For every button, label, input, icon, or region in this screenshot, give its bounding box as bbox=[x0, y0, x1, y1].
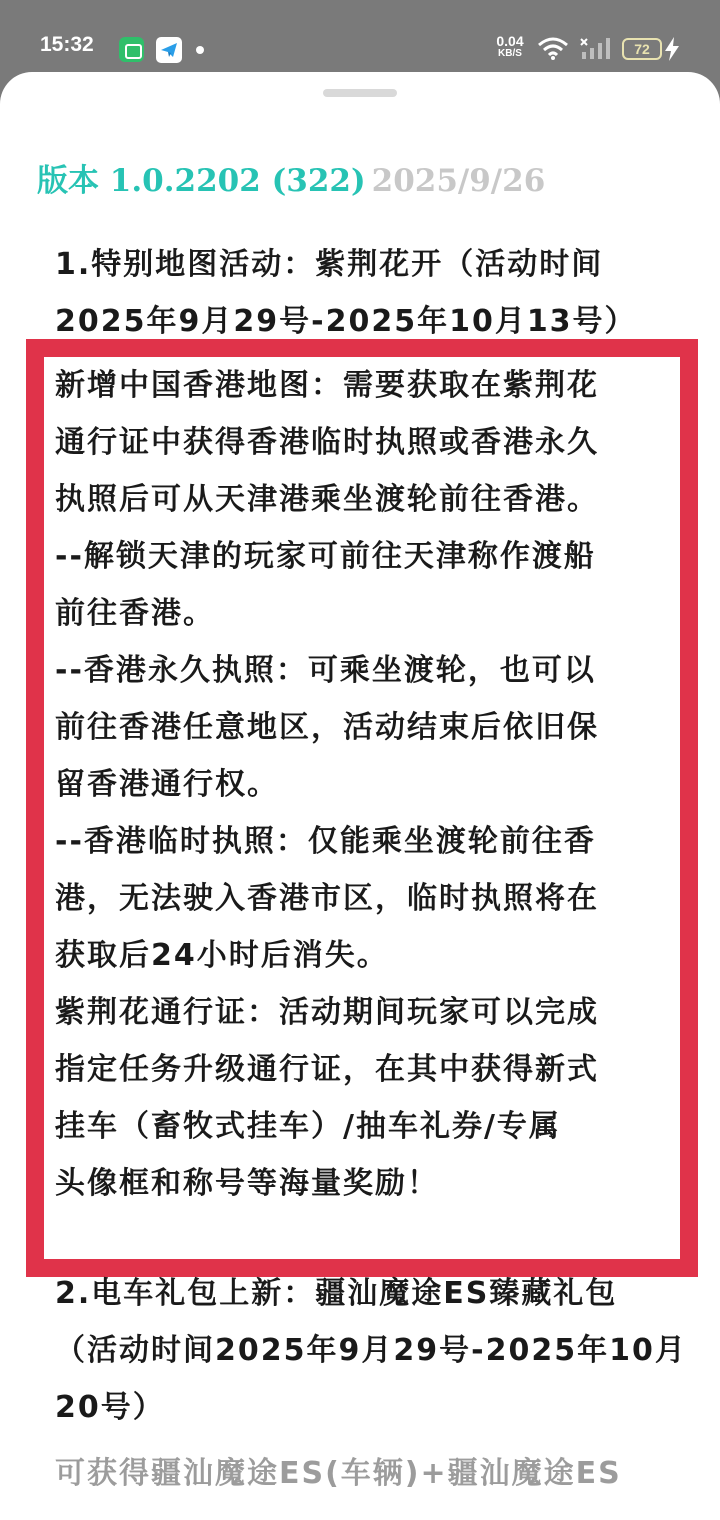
changelog-item-2 bbox=[55, 1265, 687, 1436]
highlight-line: 紫荆花通行证：活动期间玩家可以完成 bbox=[55, 995, 599, 1030]
highlight-line: 留香港通行权。 bbox=[55, 767, 279, 802]
speed-unit: KB/S bbox=[498, 48, 522, 59]
changelog-sheet[interactable] bbox=[0, 72, 720, 1520]
item1-line: 2025年9月29号-2025年10月13号） bbox=[55, 304, 637, 339]
highlight-line: 港，无法驶入香港市区，临时执照将在 bbox=[55, 881, 599, 916]
highlight-line: 通行证中获得香港临时执照或香港永久 bbox=[55, 425, 599, 460]
chat-app-icon bbox=[119, 37, 144, 62]
highlight-line: 前往香港。 bbox=[55, 596, 215, 631]
item2-line: 20号） bbox=[55, 1390, 165, 1425]
item2-line: 2.电车礼包上新：疆汕魔途ES臻藏礼包 bbox=[55, 1276, 618, 1311]
item2-detail-line: 可获得疆汕魔途ES(车辆)+疆汕魔途ES bbox=[55, 1456, 622, 1491]
speed-value: 0.04 bbox=[496, 33, 524, 49]
highlight-line: 头像框和称号等海量奖励！ bbox=[55, 1166, 439, 1201]
version-date: 2025/9/26 bbox=[371, 163, 546, 199]
highlighted-content bbox=[55, 357, 599, 1212]
version-header bbox=[37, 155, 545, 200]
network-speed bbox=[490, 34, 530, 60]
charging-icon bbox=[664, 37, 680, 65]
version-label: 版本 1.0.2202 (322) bbox=[37, 163, 366, 199]
status-time: 15:32 bbox=[40, 33, 94, 56]
item1-line: 1.特别地图活动：紫荆花开（活动时间 bbox=[55, 247, 604, 282]
signal-icon bbox=[580, 38, 610, 64]
notification-dot-icon bbox=[196, 46, 204, 54]
highlight-line: 指定任务升级通行证，在其中获得新式 bbox=[55, 1052, 599, 1087]
battery-icon: 72 bbox=[622, 38, 662, 60]
highlight-line: 获取后24小时后消失。 bbox=[55, 938, 389, 973]
status-bar bbox=[0, 0, 720, 72]
changelog-item-1 bbox=[55, 236, 637, 350]
telegram-icon bbox=[156, 37, 182, 63]
highlight-line: 执照后可从天津港乘坐渡轮前往香港。 bbox=[55, 482, 599, 517]
highlight-line: --香港永久执照：可乘坐渡轮，也可以 bbox=[55, 653, 596, 688]
drag-handle[interactable] bbox=[323, 89, 397, 97]
highlight-line: 前往香港任意地区，活动结束后依旧保 bbox=[55, 710, 599, 745]
wifi-icon bbox=[537, 36, 569, 64]
item2-line: （活动时间2025年9月29号-2025年10月 bbox=[55, 1333, 687, 1368]
highlight-line: 新增中国香港地图：需要获取在紫荆花 bbox=[55, 368, 599, 403]
changelog-item-2-detail bbox=[55, 1445, 622, 1502]
highlight-line: 挂车（畜牧式挂车）/抽车礼券/专属 bbox=[55, 1109, 561, 1144]
highlight-line: --香港临时执照：仅能乘坐渡轮前往香 bbox=[55, 824, 596, 859]
highlight-line: --解锁天津的玩家可前往天津称作渡船 bbox=[55, 539, 596, 574]
